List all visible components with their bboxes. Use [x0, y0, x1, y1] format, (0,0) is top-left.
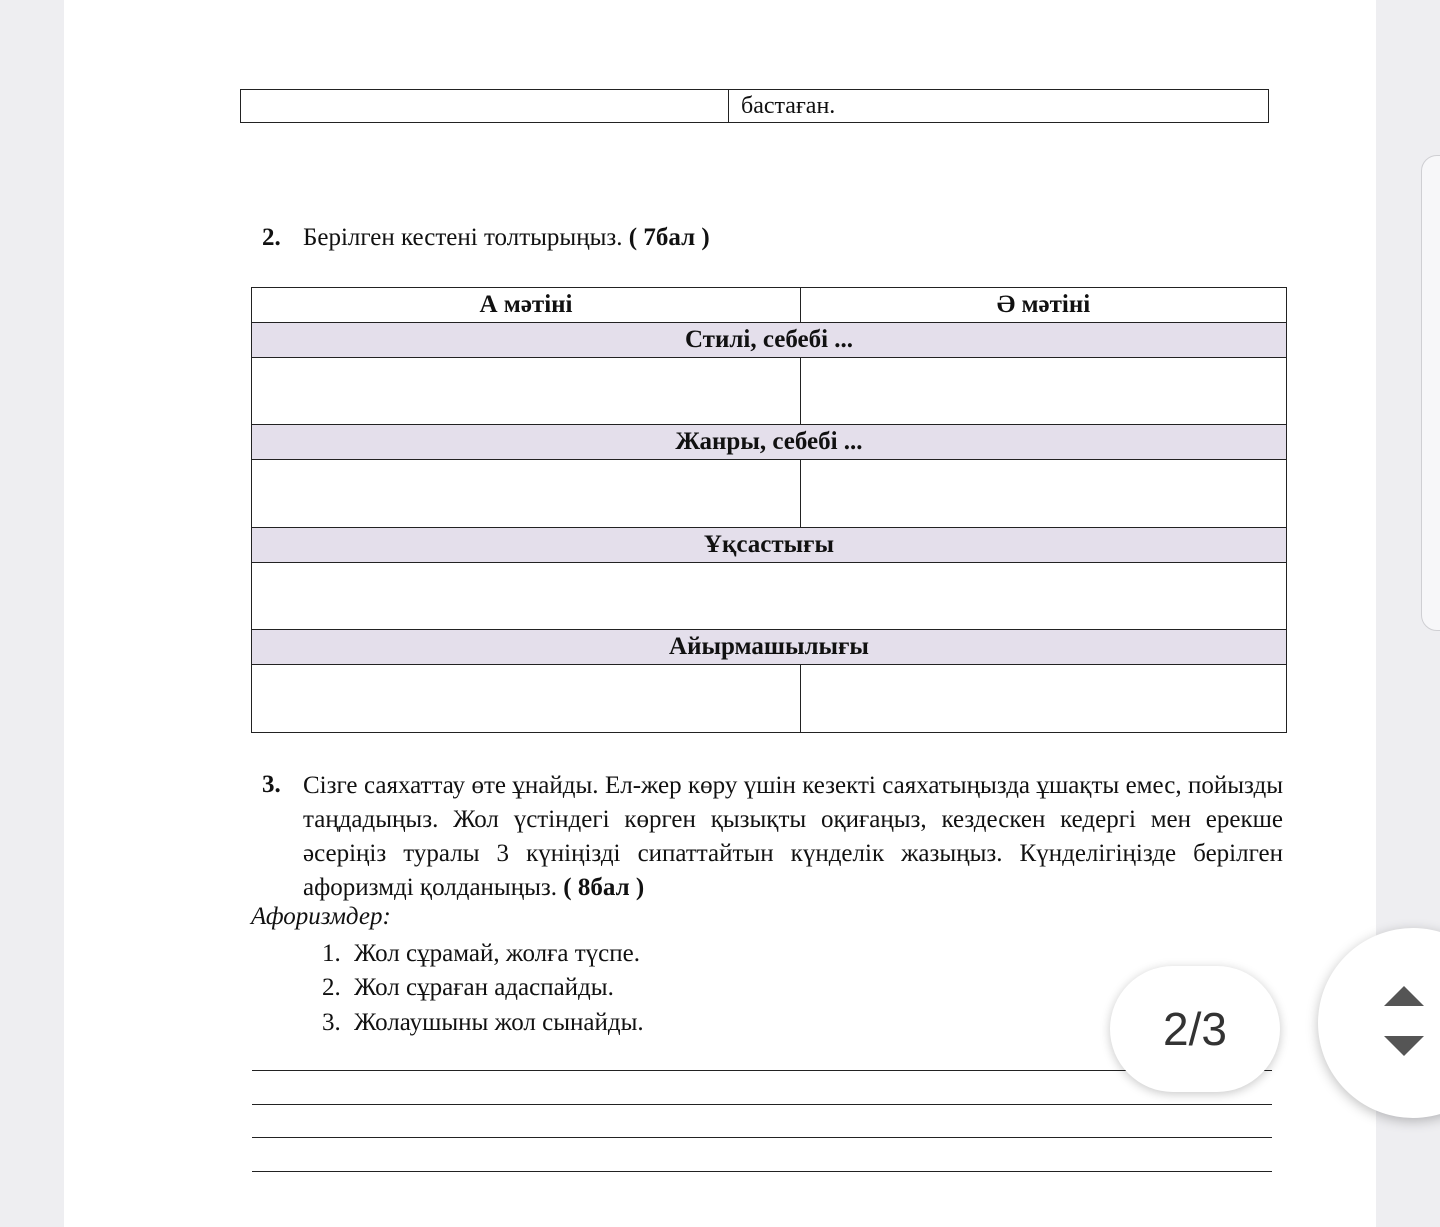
- question-3-number: 3.: [262, 771, 281, 798]
- comparison-table: [251, 287, 1287, 733]
- page-indicator: 2/3: [1110, 966, 1280, 1092]
- list-item: [322, 940, 640, 968]
- genre-cell-b[interactable]: [801, 460, 1287, 528]
- list-item: [322, 1009, 644, 1037]
- arrow-down-icon[interactable]: [1384, 1036, 1424, 1056]
- header-text-a: А мәтіні: [252, 288, 801, 323]
- question-2-text: [303, 224, 710, 252]
- answer-line: [252, 1171, 1272, 1172]
- answer-line: [252, 1070, 1272, 1071]
- question-2-points: ( 7бал ): [628, 224, 710, 251]
- list-item-text: Жолаушыны жол сынайды.: [354, 1009, 644, 1036]
- question-2-prompt: Берілген кестені толтырыңыз.: [303, 224, 623, 251]
- list-item-text: Жол сұрамай, жолға түспе.: [354, 940, 640, 967]
- style-cell-b[interactable]: [801, 357, 1287, 425]
- list-item: [322, 974, 614, 1002]
- difference-cell-b[interactable]: [801, 665, 1287, 733]
- list-item-number: 3.: [322, 1009, 341, 1036]
- question-3-text: [303, 769, 1283, 905]
- scrollbar-handle[interactable]: [1421, 155, 1440, 631]
- list-item-text: Жол сұраған адаспайды.: [354, 974, 614, 1001]
- section-similarity: Ұқсастығы: [252, 527, 1287, 562]
- table-cell: бастаған.: [741, 93, 836, 119]
- arrow-up-icon[interactable]: [1384, 986, 1424, 1006]
- list-item-number: 1.: [322, 940, 341, 967]
- answer-line: [252, 1137, 1272, 1138]
- difference-cell-a[interactable]: [252, 665, 801, 733]
- table-cell: [241, 90, 729, 122]
- list-item-number: 2.: [322, 974, 341, 1001]
- genre-cell-a[interactable]: [252, 460, 801, 528]
- question-3-points: ( 8бал ): [563, 874, 645, 901]
- section-genre: Жанры, себебі ...: [252, 425, 1287, 460]
- answer-line: [252, 1104, 1272, 1105]
- question-3-prompt: Сізге саяхаттау өте ұнайды. Ел-жер көру үшін кезекті саяхатыңызда ұшақты емес, пойызды таңдадыңыз. Жол үстіндегі көрген қызықты оқиғаңыз, кездескен кедергі мен ерекше әсеріңіз туралы 3 күніңізді сипаттайтын күнделік жазыңыз. Күнделігіңізде берілген афоризмді қолданыңыз.: [303, 772, 1283, 901]
- similarity-cell[interactable]: [252, 562, 1287, 630]
- header-text-b: Ә мәтіні: [801, 288, 1287, 323]
- style-cell-a[interactable]: [252, 357, 801, 425]
- previous-table-last-row: [240, 89, 1269, 123]
- section-style: Стилі, себебі ...: [252, 322, 1287, 357]
- aphorisms-title: Афоризмдер:: [251, 903, 391, 930]
- section-difference: Айырмашылығы: [252, 630, 1287, 665]
- question-2-number: 2.: [262, 224, 281, 251]
